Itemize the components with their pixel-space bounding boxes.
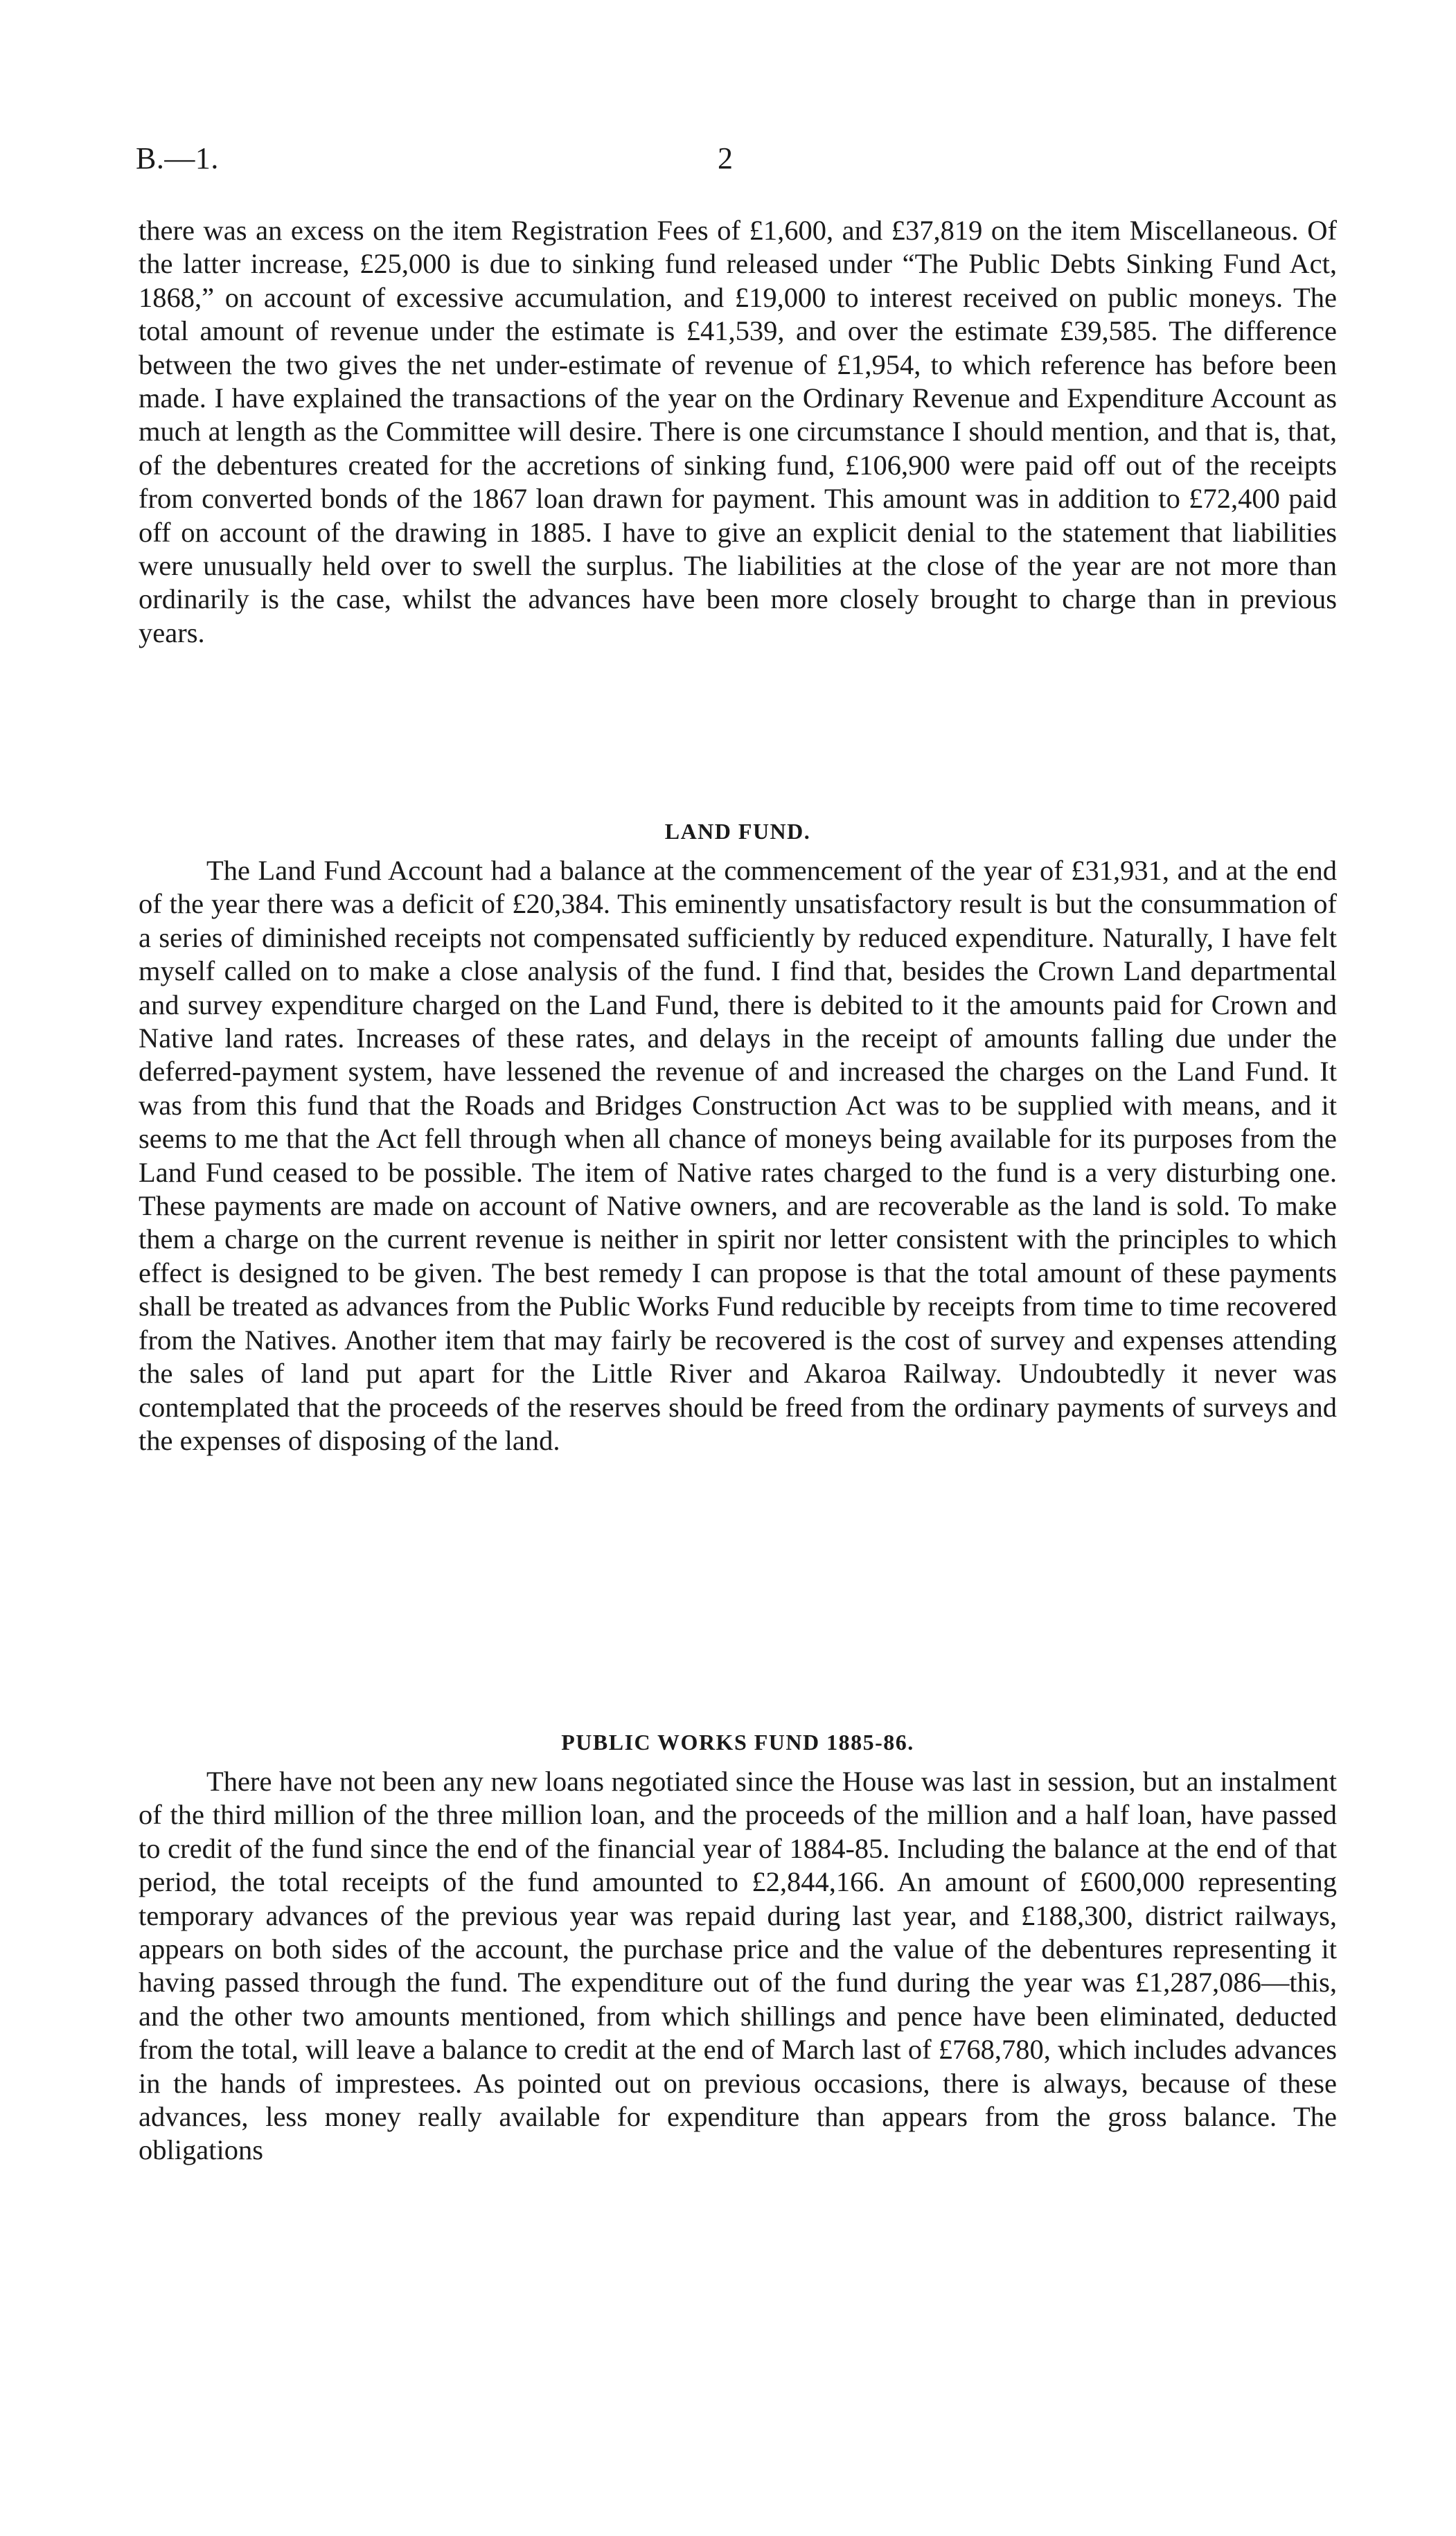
- public-works-fund-paragraph: There have not been any new loans negotiated since the House was last in session, but an instalment of the third million of the three million loan, and the proceeds of the million and a half loan, have passed to credit of the fund since the end of the financial year of 1884-85. Including the balance at the end of that period, the total receipts of the fund amounted to £2,844,166. An amount of £600,000 representing temporary advances of the previous year was repaid during last year, and £188,300, district railways, appears on both sides of the account, the purchase price and the value of the debentures representing it having passed through the fund. The expenditure out of the fund during the year was £1,287,086—this, and the other two amounts mentioned, from which shillings and pence have been eliminated, deducted from the total, will leave a balance to credit at the end of March last of £768,780, which includes advances in the hands of imprestees. As pointed out on previous occasions, there is always, because of these advances, less money really available for expenditure than appears from the gross balance. The obligations: [139, 1766, 1337, 2166]
- document-reference: B.—1.: [136, 141, 219, 175]
- public-works-fund-heading: PUBLIC WORKS FUND 1885-86.: [561, 1730, 914, 1755]
- land-fund-paragraph: The Land Fund Account had a balance at the commencement of the year of £31,931, and at the end of the year there was a deficit of £20,384. This eminently unsatisfactory result is but the consummation of a series of diminished receipts not compensated sufficiently by reduced expenditure. Naturally, I have felt myself called on to make a close analysis of the fund. I find that, besides the Crown Land departmental and survey expenditure charged on the Land Fund, there is debited to it the amounts paid for Crown and Native land rates. Increases of these rates, and delays in the receipt of amounts falling due under the deferred-payment system, have lessened the revenue of and increased the charges on the Land Fund. It was from this fund that the Roads and Bridges Construction Act was to be supplied with means, and it seems to me that the Act fell through when all chance of moneys being available for its purposes from the Land Fund ceased to be possible. The item of Native rates charged to the fund is a very disturbing one. These payments are made on account of Native owners, and are recoverable as the land is sold. To make them a charge on the current revenue is neither in spirit nor letter consistent with the principles to which effect is designed to be given. The best remedy I can propose is that the total amount of these payments shall be treated as advances from the Public Works Fund reducible by receipts from time to time recovered from the Natives. Another item that may fairly be recovered is the cost of survey and expenses attending the sales of land put apart for the Little River and Akaroa Railway. Undoubtedly it never was contemplated that the proceeds of the reserves should be freed from the ordinary payments of surveys and the expenses of disposing of the land.: [139, 855, 1337, 1456]
- page-number: 2: [718, 141, 733, 175]
- land-fund-heading: LAND FUND.: [664, 819, 811, 844]
- intro-paragraph: there was an excess on the item Registration Fees of £1,600, and £37,819 on the item Miscellaneous. Of the latter increase, £25,000 is due to sinking fund released under “The Public Debts Sinking Fund Act, 1868,” on account of excessive accumulation, and £19,000 to interest received on public moneys. The total amount of revenue under the estimate is £41,539, and over the estimate £39,585. The difference between the two gives the net under-estimate of revenue of £1,954, to which reference has before been made. I have explained the transactions of the year on the Ordinary Revenue and Expenditure Account as much at length as the Committee will desire. There is one circumstance I should mention, and that is, that, of the debentures created for the accretions of sinking fund, £106,900 were paid off out of the receipts from converted bonds of the 1867 loan drawn for payment. This amount was in addition to £72,400 paid off on account of the drawing in 1885. I have to give an explicit denial to the statement that liabilities were unusually held over to swell the surplus. The liabilities at the close of the year are not more than ordinarily is the case, whilst the advances have been more closely brought to charge than in previous years.: [139, 215, 1337, 648]
